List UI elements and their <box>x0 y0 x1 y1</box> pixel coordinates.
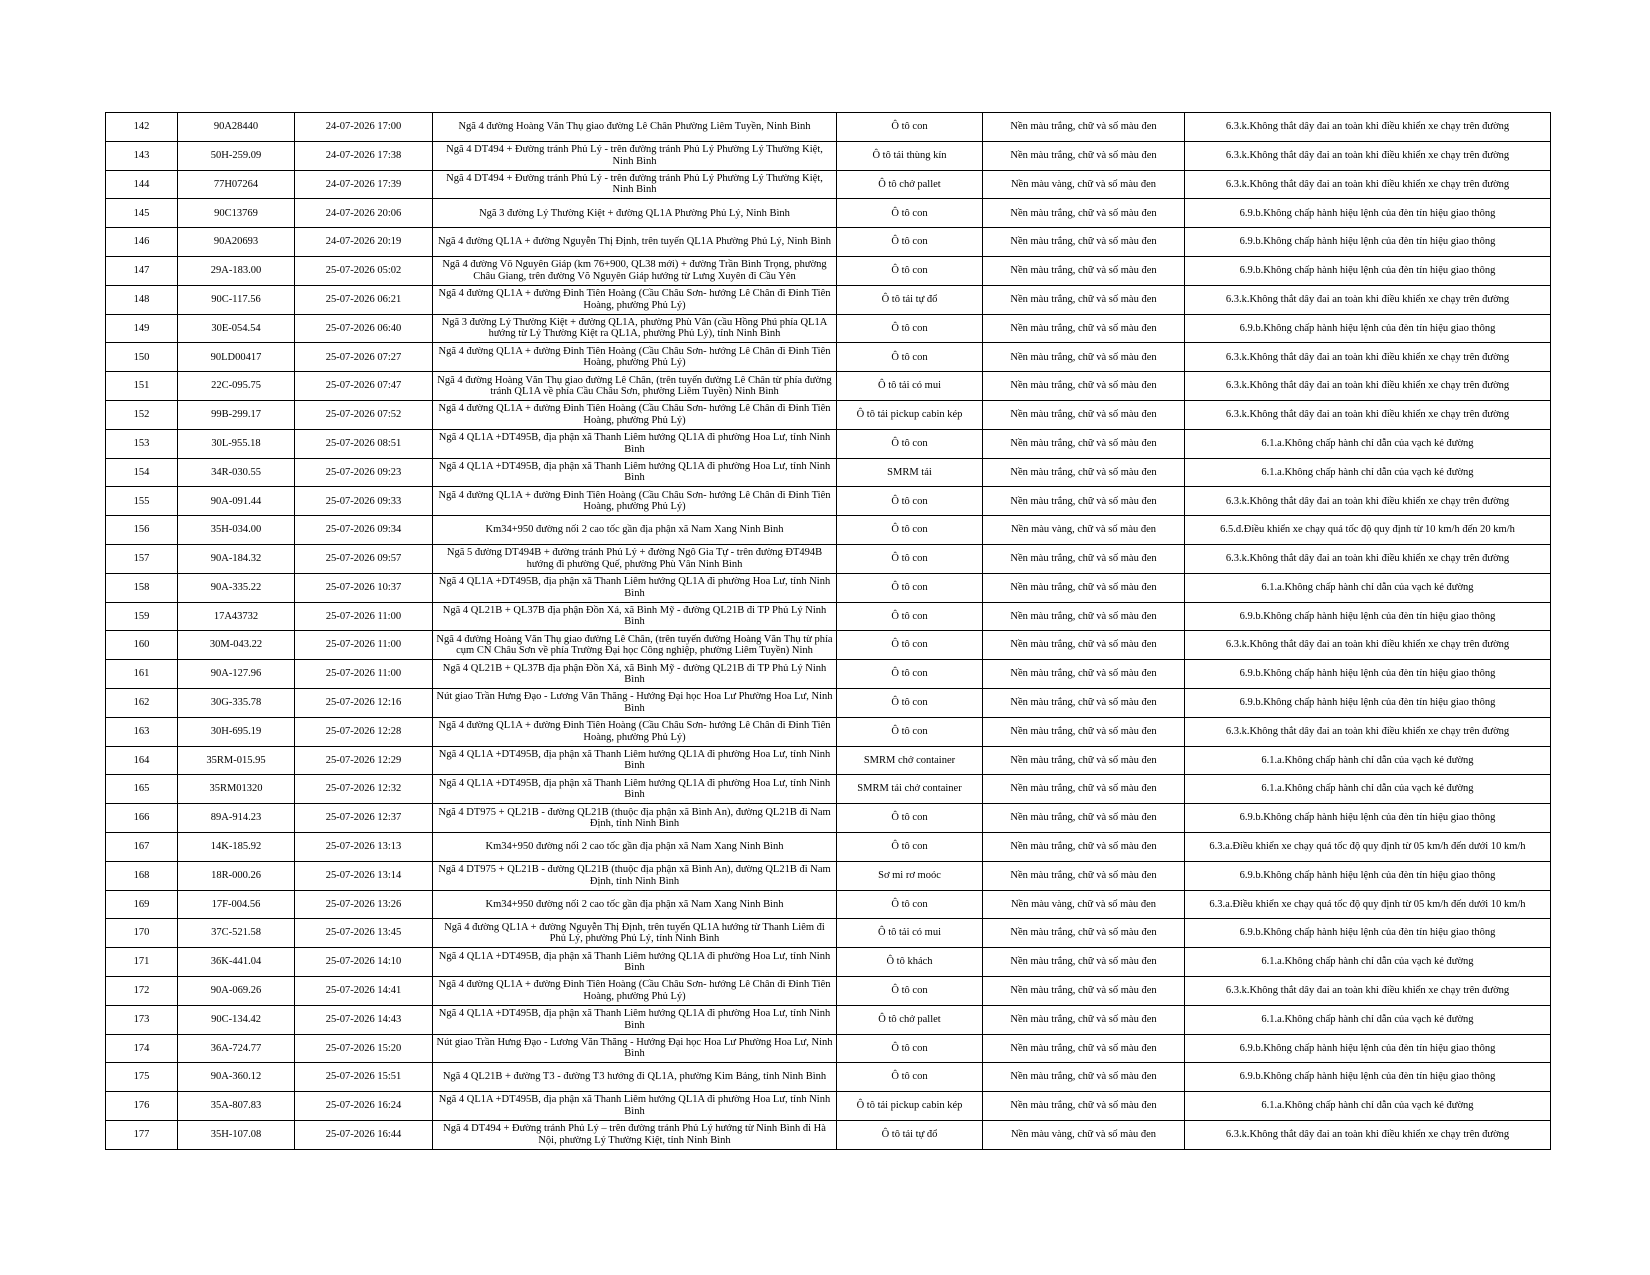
plate-number-cell: 36A-724.77 <box>178 1034 295 1063</box>
violation-cell: 6.3.a.Điều khiển xe chạy quá tốc độ quy định từ 05 km/h đến dưới 10 km/h <box>1185 832 1551 861</box>
vehicle-type-cell: Ô tô tải tự đổ <box>837 1120 983 1149</box>
table-row <box>106 602 1551 631</box>
plate-number-cell: 14K-185.92 <box>178 832 295 861</box>
vehicle-type-cell: SMRM tải chở container <box>837 775 983 804</box>
plate-color-cell: Nền màu trắng, chữ và số màu đen <box>983 631 1185 660</box>
datetime-cell: 24-07-2026 17:38 <box>295 141 433 170</box>
location-cell: Ngã 4 DT494 + Đường tránh Phủ Lý - trên đường tránh Phủ Lý Phường Lý Thường Kiệt, Ninh Bình <box>433 170 837 199</box>
vehicle-type-cell: Ô tô tải tự đổ <box>837 285 983 314</box>
violation-cell: 6.3.k.Không thắt dây đai an toàn khi điều khiển xe chạy trên đường <box>1185 1120 1551 1149</box>
datetime-cell: 25-07-2026 09:33 <box>295 487 433 516</box>
location-cell: Ngã 4 DT494 + Đường tránh Phủ Lý - trên đường tránh Phủ Lý Phường Lý Thường Kiệt, Ninh Bình <box>433 141 837 170</box>
row-number-cell: 161 <box>106 660 178 689</box>
vehicle-type-cell: Ô tô tải có mui <box>837 919 983 948</box>
table-row <box>106 890 1551 919</box>
row-number-cell: 177 <box>106 1120 178 1149</box>
datetime-cell: 25-07-2026 14:43 <box>295 1005 433 1034</box>
plate-number-cell: 35H-107.08 <box>178 1120 295 1149</box>
violations-table-body <box>106 113 1551 1150</box>
vehicle-type-cell: Ô tô con <box>837 199 983 228</box>
location-cell: Ngã 4 QL1A +DT495B, địa phận xã Thanh Liêm hướng QL1A đi phường Hoa Lư, tỉnh Ninh Bình <box>433 1005 837 1034</box>
datetime-cell: 25-07-2026 08:51 <box>295 429 433 458</box>
plate-color-cell: Nền màu trắng, chữ và số màu đen <box>983 602 1185 631</box>
datetime-cell: 25-07-2026 07:52 <box>295 400 433 429</box>
violation-cell: 6.9.b.Không chấp hành hiệu lệnh của đèn tín hiệu giao thông <box>1185 919 1551 948</box>
row-number-cell: 168 <box>106 861 178 890</box>
plate-color-cell: Nền màu trắng, chữ và số màu đen <box>983 256 1185 285</box>
datetime-cell: 25-07-2026 12:28 <box>295 717 433 746</box>
row-number-cell: 167 <box>106 832 178 861</box>
row-number-cell: 169 <box>106 890 178 919</box>
plate-number-cell: 36K-441.04 <box>178 948 295 977</box>
location-cell: Ngã 4 QL1A +DT495B, địa phận xã Thanh Liêm hướng QL1A đi phường Hoa Lư, tỉnh Ninh Bình <box>433 573 837 602</box>
datetime-cell: 25-07-2026 10:37 <box>295 573 433 602</box>
table-row <box>106 170 1551 199</box>
vehicle-type-cell: Ô tô tải thùng kín <box>837 141 983 170</box>
datetime-cell: 25-07-2026 09:57 <box>295 544 433 573</box>
plate-color-cell: Nền màu trắng, chữ và số màu đen <box>983 429 1185 458</box>
plate-number-cell: 90A-069.26 <box>178 976 295 1005</box>
violation-cell: 6.3.k.Không thắt dây đai an toàn khi điều khiển xe chạy trên đường <box>1185 343 1551 372</box>
table-row <box>106 746 1551 775</box>
violation-cell: 6.1.a.Không chấp hành chỉ dẫn của vạch kẻ đường <box>1185 1092 1551 1121</box>
row-number-cell: 157 <box>106 544 178 573</box>
violations-table <box>105 112 1551 1150</box>
vehicle-type-cell: Ô tô con <box>837 890 983 919</box>
plate-color-cell: Nền màu vàng, chữ và số màu đen <box>983 890 1185 919</box>
violation-cell: 6.9.b.Không chấp hành hiệu lệnh của đèn tín hiệu giao thông <box>1185 804 1551 833</box>
location-cell: Ngã 4 đường Hoàng Văn Thụ giao đường Lê Chân, (trên tuyến đường Lê Chân từ phía đường tránh QL1A về phía Cầu Châu Sơn, phường Liêm Tuyền) Ninh Bình <box>433 372 837 401</box>
table-row <box>106 372 1551 401</box>
location-cell: Ngã 4 QL1A +DT495B, địa phận xã Thanh Liêm hướng QL1A đi phường Hoa Lư, tỉnh Ninh Bình <box>433 775 837 804</box>
plate-number-cell: 35RM01320 <box>178 775 295 804</box>
table-row <box>106 861 1551 890</box>
location-cell: Ngã 3 đường Lý Thường Kiệt + đường QL1A Phường Phủ Lý, Ninh Bình <box>433 199 837 228</box>
location-cell: Ngã 4 QL1A +DT495B, địa phận xã Thanh Liêm hướng QL1A đi phường Hoa Lư, tỉnh Ninh Bình <box>433 746 837 775</box>
plate-number-cell: 18R-000.26 <box>178 861 295 890</box>
datetime-cell: 25-07-2026 14:10 <box>295 948 433 977</box>
row-number-cell: 162 <box>106 688 178 717</box>
location-cell: Ngã 4 đường Võ Nguyên Giáp (km 76+900, QL38 mới) + đường Trần Bình Trọng, phường Châu Giang, trên đường Võ Nguyên Giáp hướng từ Lưng Xuyên đi Cầu Yên <box>433 256 837 285</box>
location-cell: Ngã 4 đường QL1A + đường Đinh Tiên Hoàng (Cầu Châu Sơn- hướng Lê Chân đi Đinh Tiên Hoàng, phường Phủ Lý) <box>433 717 837 746</box>
vehicle-type-cell: Ô tô con <box>837 113 983 142</box>
datetime-cell: 25-07-2026 12:32 <box>295 775 433 804</box>
location-cell: Ngã 4 đường QL1A + đường Nguyễn Thị Định, trên tuyến QL1A hướng từ Thanh Liêm đi Phủ Lý, phường Phủ Lý, tỉnh Ninh Bình <box>433 919 837 948</box>
vehicle-type-cell: Ô tô chở pallet <box>837 1005 983 1034</box>
row-number-cell: 166 <box>106 804 178 833</box>
row-number-cell: 172 <box>106 976 178 1005</box>
vehicle-type-cell: Ô tô con <box>837 573 983 602</box>
violation-cell: 6.9.b.Không chấp hành hiệu lệnh của đèn tín hiệu giao thông <box>1185 314 1551 343</box>
datetime-cell: 25-07-2026 15:51 <box>295 1063 433 1092</box>
violation-cell: 6.9.b.Không chấp hành hiệu lệnh của đèn tín hiệu giao thông <box>1185 602 1551 631</box>
location-cell: Ngã 4 QL21B + QL37B địa phận Đồn Xá, xã Bình Mỹ - đường QL21B đi TP Phủ Lý Ninh Bình <box>433 602 837 631</box>
plate-number-cell: 90A-360.12 <box>178 1063 295 1092</box>
vehicle-type-cell: Ô tô con <box>837 631 983 660</box>
plate-color-cell: Nền màu trắng, chữ và số màu đen <box>983 228 1185 257</box>
plate-color-cell: Nền màu trắng, chữ và số màu đen <box>983 775 1185 804</box>
plate-number-cell: 30G-335.78 <box>178 688 295 717</box>
plate-number-cell: 37C-521.58 <box>178 919 295 948</box>
plate-color-cell: Nền màu trắng, chữ và số màu đen <box>983 544 1185 573</box>
table-row <box>106 1034 1551 1063</box>
table-row <box>106 400 1551 429</box>
violation-cell: 6.9.b.Không chấp hành hiệu lệnh của đèn tín hiệu giao thông <box>1185 199 1551 228</box>
vehicle-type-cell: SMRM chở container <box>837 746 983 775</box>
violation-cell: 6.3.a.Điều khiển xe chạy quá tốc độ quy định từ 05 km/h đến dưới 10 km/h <box>1185 890 1551 919</box>
datetime-cell: 25-07-2026 09:34 <box>295 516 433 545</box>
row-number-cell: 149 <box>106 314 178 343</box>
location-cell: Km34+950 đường nối 2 cao tốc gần địa phận xã Nam Xang Ninh Bình <box>433 890 837 919</box>
vehicle-type-cell: Ô tô con <box>837 832 983 861</box>
violation-cell: 6.3.k.Không thắt dây đai an toàn khi điều khiển xe chạy trên đường <box>1185 631 1551 660</box>
vehicle-type-cell: Ô tô tải có mui <box>837 372 983 401</box>
plate-color-cell: Nền màu trắng, chữ và số màu đen <box>983 861 1185 890</box>
violation-cell: 6.3.k.Không thắt dây đai an toàn khi điều khiển xe chạy trên đường <box>1185 544 1551 573</box>
plate-color-cell: Nền màu trắng, chữ và số màu đen <box>983 285 1185 314</box>
plate-color-cell: Nền màu trắng, chữ và số màu đen <box>983 573 1185 602</box>
location-cell: Ngã 4 đường QL1A + đường Đinh Tiên Hoàng (Cầu Châu Sơn- hướng Lê Chân đi Đinh Tiên Hoàng, phường Phủ Lý) <box>433 285 837 314</box>
table-row <box>106 1005 1551 1034</box>
table-row <box>106 228 1551 257</box>
table-row <box>106 516 1551 545</box>
plate-number-cell: 17F-004.56 <box>178 890 295 919</box>
row-number-cell: 173 <box>106 1005 178 1034</box>
table-row <box>106 688 1551 717</box>
table-row <box>106 199 1551 228</box>
row-number-cell: 160 <box>106 631 178 660</box>
table-row <box>106 631 1551 660</box>
plate-color-cell: Nền màu vàng, chữ và số màu đen <box>983 516 1185 545</box>
location-cell: Ngã 4 đường QL1A + đường Đinh Tiên Hoàng (Cầu Châu Sơn- hướng Lê Chân đi Đinh Tiên Hoàng, phường Phủ Lý) <box>433 343 837 372</box>
location-cell: Ngã 4 DT975 + QL21B - đường QL21B (thuộc địa phận xã Bình An), đường QL21B đi Nam Định, tỉnh Ninh Bình <box>433 804 837 833</box>
vehicle-type-cell: Ô tô tải pickup cabin kép <box>837 400 983 429</box>
vehicle-type-cell: SMRM tải <box>837 458 983 487</box>
plate-number-cell: 50H-259.09 <box>178 141 295 170</box>
plate-number-cell: 34R-030.55 <box>178 458 295 487</box>
table-row <box>106 544 1551 573</box>
vehicle-type-cell: Ô tô con <box>837 487 983 516</box>
datetime-cell: 25-07-2026 16:24 <box>295 1092 433 1121</box>
vehicle-type-cell: Ô tô con <box>837 602 983 631</box>
table-row <box>106 487 1551 516</box>
plate-color-cell: Nền màu trắng, chữ và số màu đen <box>983 919 1185 948</box>
vehicle-type-cell: Ô tô con <box>837 228 983 257</box>
plate-color-cell: Nền màu vàng, chữ và số màu đen <box>983 1120 1185 1149</box>
vehicle-type-cell: Ô tô con <box>837 717 983 746</box>
row-number-cell: 164 <box>106 746 178 775</box>
vehicle-type-cell: Ô tô con <box>837 688 983 717</box>
violation-cell: 6.3.k.Không thắt dây đai an toàn khi điều khiển xe chạy trên đường <box>1185 113 1551 142</box>
plate-color-cell: Nền màu trắng, chữ và số màu đen <box>983 832 1185 861</box>
row-number-cell: 150 <box>106 343 178 372</box>
location-cell: Km34+950 đường nối 2 cao tốc gần địa phận xã Nam Xang Ninh Bình <box>433 832 837 861</box>
plate-number-cell: 99B-299.17 <box>178 400 295 429</box>
row-number-cell: 176 <box>106 1092 178 1121</box>
row-number-cell: 151 <box>106 372 178 401</box>
plate-number-cell: 89A-914.23 <box>178 804 295 833</box>
violation-cell: 6.9.b.Không chấp hành hiệu lệnh của đèn tín hiệu giao thông <box>1185 660 1551 689</box>
datetime-cell: 25-07-2026 07:27 <box>295 343 433 372</box>
plate-number-cell: 90A-184.32 <box>178 544 295 573</box>
vehicle-type-cell: Ô tô chở pallet <box>837 170 983 199</box>
violation-cell: 6.1.a.Không chấp hành chỉ dẫn của vạch kẻ đường <box>1185 429 1551 458</box>
datetime-cell: 25-07-2026 12:37 <box>295 804 433 833</box>
plate-color-cell: Nền màu trắng, chữ và số màu đen <box>983 458 1185 487</box>
row-number-cell: 153 <box>106 429 178 458</box>
table-row <box>106 919 1551 948</box>
plate-color-cell: Nền màu trắng, chữ và số màu đen <box>983 141 1185 170</box>
plate-color-cell: Nền màu trắng, chữ và số màu đen <box>983 688 1185 717</box>
row-number-cell: 143 <box>106 141 178 170</box>
plate-number-cell: 90LD00417 <box>178 343 295 372</box>
vehicle-type-cell: Ô tô con <box>837 804 983 833</box>
plate-color-cell: Nền màu trắng, chữ và số màu đen <box>983 199 1185 228</box>
datetime-cell: 25-07-2026 11:00 <box>295 631 433 660</box>
vehicle-type-cell: Ô tô con <box>837 544 983 573</box>
table-row <box>106 429 1551 458</box>
location-cell: Ngã 4 QL1A +DT495B, địa phận xã Thanh Liêm hướng QL1A đi phường Hoa Lư, tỉnh Ninh Bình <box>433 429 837 458</box>
plate-color-cell: Nền màu trắng, chữ và số màu đen <box>983 1005 1185 1034</box>
row-number-cell: 144 <box>106 170 178 199</box>
plate-color-cell: Nền màu trắng, chữ và số màu đen <box>983 948 1185 977</box>
plate-number-cell: 30M-043.22 <box>178 631 295 660</box>
row-number-cell: 154 <box>106 458 178 487</box>
violation-cell: 6.1.a.Không chấp hành chỉ dẫn của vạch kẻ đường <box>1185 775 1551 804</box>
table-row <box>106 832 1551 861</box>
datetime-cell: 24-07-2026 17:39 <box>295 170 433 199</box>
violation-cell: 6.3.k.Không thắt dây đai an toàn khi điều khiển xe chạy trên đường <box>1185 372 1551 401</box>
row-number-cell: 156 <box>106 516 178 545</box>
violation-cell: 6.1.a.Không chấp hành chỉ dẫn của vạch kẻ đường <box>1185 1005 1551 1034</box>
datetime-cell: 25-07-2026 11:00 <box>295 660 433 689</box>
plate-color-cell: Nền màu trắng, chữ và số màu đen <box>983 717 1185 746</box>
violation-cell: 6.3.k.Không thắt dây đai an toàn khi điều khiển xe chạy trên đường <box>1185 717 1551 746</box>
violation-cell: 6.1.a.Không chấp hành chỉ dẫn của vạch kẻ đường <box>1185 746 1551 775</box>
violation-cell: 6.3.k.Không thắt dây đai an toàn khi điều khiển xe chạy trên đường <box>1185 285 1551 314</box>
plate-color-cell: Nền màu trắng, chữ và số màu đen <box>983 1063 1185 1092</box>
table-row <box>106 804 1551 833</box>
vehicle-type-cell: Ô tô con <box>837 1034 983 1063</box>
violation-cell: 6.3.k.Không thắt dây đai an toàn khi điều khiển xe chạy trên đường <box>1185 170 1551 199</box>
vehicle-type-cell: Ô tô con <box>837 976 983 1005</box>
vehicle-type-cell: Ô tô con <box>837 256 983 285</box>
location-cell: Ngã 4 QL1A +DT495B, địa phận xã Thanh Liêm hướng QL1A đi phường Hoa Lư, tỉnh Ninh Bình <box>433 948 837 977</box>
datetime-cell: 25-07-2026 11:00 <box>295 602 433 631</box>
datetime-cell: 25-07-2026 12:29 <box>295 746 433 775</box>
row-number-cell: 145 <box>106 199 178 228</box>
plate-number-cell: 30L-955.18 <box>178 429 295 458</box>
plate-color-cell: Nền màu trắng, chữ và số màu đen <box>983 1034 1185 1063</box>
location-cell: Ngã 4 QL21B + QL37B địa phận Đồn Xá, xã Bình Mỹ - đường QL21B đi TP Phủ Lý Ninh Bình <box>433 660 837 689</box>
plate-color-cell: Nền màu trắng, chữ và số màu đen <box>983 314 1185 343</box>
table-row <box>106 256 1551 285</box>
plate-number-cell: 90A28440 <box>178 113 295 142</box>
location-cell: Ngã 4 QL21B + đường T3 - đường T3 hướng đi QL1A, phường Kim Bảng, tỉnh Ninh Bình <box>433 1063 837 1092</box>
vehicle-type-cell: Ô tô con <box>837 1063 983 1092</box>
row-number-cell: 165 <box>106 775 178 804</box>
row-number-cell: 148 <box>106 285 178 314</box>
plate-number-cell: 35H-034.00 <box>178 516 295 545</box>
location-cell: Ngã 4 đường Hoàng Văn Thụ giao đường Lê Chân, (trên tuyến đường Hoàng Văn Thụ từ phía cụm CN Châu Sơn về phía Trường Đại học Công nghiệp, phường Liêm Tuyền) Ninh <box>433 631 837 660</box>
datetime-cell: 25-07-2026 12:16 <box>295 688 433 717</box>
row-number-cell: 175 <box>106 1063 178 1092</box>
vehicle-type-cell: Ô tô con <box>837 429 983 458</box>
row-number-cell: 155 <box>106 487 178 516</box>
datetime-cell: 25-07-2026 14:41 <box>295 976 433 1005</box>
location-cell: Ngã 4 DT975 + QL21B - đường QL21B (thuộc địa phận xã Bình An), đường QL21B đi Nam Định, tỉnh Ninh Bình <box>433 861 837 890</box>
plate-number-cell: 90A20693 <box>178 228 295 257</box>
row-number-cell: 170 <box>106 919 178 948</box>
plate-number-cell: 90C-134.42 <box>178 1005 295 1034</box>
location-cell: Ngã 4 đường QL1A + đường Đinh Tiên Hoàng (Cầu Châu Sơn- hướng Lê Chân đi Đinh Tiên Hoàng, phường Phủ Lý) <box>433 400 837 429</box>
violation-cell: 6.9.b.Không chấp hành hiệu lệnh của đèn tín hiệu giao thông <box>1185 228 1551 257</box>
datetime-cell: 25-07-2026 15:20 <box>295 1034 433 1063</box>
location-cell: Ngã 5 đường DT494B + đường tránh Phủ Lý + đường Ngô Gia Tự - trên đường ĐT494B hướng đi phường Quế, phường Phù Vân Ninh Bình <box>433 544 837 573</box>
plate-number-cell: 90A-091.44 <box>178 487 295 516</box>
table-row <box>106 976 1551 1005</box>
vehicle-type-cell: Ô tô con <box>837 343 983 372</box>
location-cell: Nút giao Trần Hưng Đạo - Lương Văn Thăng - Hướng Đại học Hoa Lư Phường Hoa Lư, Ninh Bình <box>433 1034 837 1063</box>
row-number-cell: 159 <box>106 602 178 631</box>
datetime-cell: 24-07-2026 17:00 <box>295 113 433 142</box>
violation-cell: 6.1.a.Không chấp hành chỉ dẫn của vạch kẻ đường <box>1185 458 1551 487</box>
datetime-cell: 25-07-2026 16:44 <box>295 1120 433 1149</box>
plate-number-cell: 90C13769 <box>178 199 295 228</box>
table-row <box>106 141 1551 170</box>
vehicle-type-cell: Ô tô tải pickup cabin kép <box>837 1092 983 1121</box>
plate-number-cell: 29A-183.00 <box>178 256 295 285</box>
plate-number-cell: 90A-127.96 <box>178 660 295 689</box>
plate-color-cell: Nền màu trắng, chữ và số màu đen <box>983 660 1185 689</box>
datetime-cell: 25-07-2026 09:23 <box>295 458 433 487</box>
datetime-cell: 25-07-2026 07:47 <box>295 372 433 401</box>
datetime-cell: 25-07-2026 13:26 <box>295 890 433 919</box>
violation-cell: 6.9.b.Không chấp hành hiệu lệnh của đèn tín hiệu giao thông <box>1185 1063 1551 1092</box>
location-cell: Ngã 4 đường Hoàng Văn Thụ giao đường Lê Chân Phường Liêm Tuyền, Ninh Bình <box>433 113 837 142</box>
plate-number-cell: 90C-117.56 <box>178 285 295 314</box>
table-row <box>106 775 1551 804</box>
plate-number-cell: 30E-054.54 <box>178 314 295 343</box>
table-row <box>106 285 1551 314</box>
plate-color-cell: Nền màu trắng, chữ và số màu đen <box>983 746 1185 775</box>
location-cell: Ngã 4 QL1A +DT495B, địa phận xã Thanh Liêm hướng QL1A đi phường Hoa Lư, tỉnh Ninh Bình <box>433 1092 837 1121</box>
table-row <box>106 573 1551 602</box>
location-cell: Nút giao Trần Hưng Đạo - Lương Văn Thăng - Hướng Đại học Hoa Lư Phường Hoa Lư, Ninh Bình <box>433 688 837 717</box>
plate-color-cell: Nền màu trắng, chữ và số màu đen <box>983 976 1185 1005</box>
violation-cell: 6.9.b.Không chấp hành hiệu lệnh của đèn tín hiệu giao thông <box>1185 688 1551 717</box>
violation-cell: 6.5.đ.Điều khiển xe chạy quá tốc độ quy định từ 10 km/h đến 20 km/h <box>1185 516 1551 545</box>
plate-color-cell: Nền màu trắng, chữ và số màu đen <box>983 372 1185 401</box>
datetime-cell: 25-07-2026 13:14 <box>295 861 433 890</box>
row-number-cell: 171 <box>106 948 178 977</box>
row-number-cell: 147 <box>106 256 178 285</box>
location-cell: Ngã 4 đường QL1A + đường Đinh Tiên Hoàng (Cầu Châu Sơn- hướng Lê Chân đi Đinh Tiên Hoàng, phường Phủ Lý) <box>433 976 837 1005</box>
plate-number-cell: 22C-095.75 <box>178 372 295 401</box>
row-number-cell: 152 <box>106 400 178 429</box>
location-cell: Ngã 3 đường Lý Thường Kiệt + đường QL1A, phường Phù Vân (cầu Hồng Phú phía QL1A hướng từ Lý Thường Kiệt ra QL1A, phường Phủ Lý), tỉnh Ninh Bình <box>433 314 837 343</box>
row-number-cell: 142 <box>106 113 178 142</box>
violation-cell: 6.3.k.Không thắt dây đai an toàn khi điều khiển xe chạy trên đường <box>1185 976 1551 1005</box>
plate-color-cell: Nền màu trắng, chữ và số màu đen <box>983 1092 1185 1121</box>
vehicle-type-cell: Ô tô con <box>837 660 983 689</box>
vehicle-type-cell: Ô tô con <box>837 314 983 343</box>
plate-color-cell: Nền màu trắng, chữ và số màu đen <box>983 804 1185 833</box>
plate-number-cell: 90A-335.22 <box>178 573 295 602</box>
violation-cell: 6.9.b.Không chấp hành hiệu lệnh của đèn tín hiệu giao thông <box>1185 861 1551 890</box>
plate-number-cell: 35RM-015.95 <box>178 746 295 775</box>
row-number-cell: 163 <box>106 717 178 746</box>
table-row <box>106 343 1551 372</box>
table-row <box>106 948 1551 977</box>
datetime-cell: 25-07-2026 13:13 <box>295 832 433 861</box>
plate-color-cell: Nền màu trắng, chữ và số màu đen <box>983 343 1185 372</box>
plate-number-cell: 35A-807.83 <box>178 1092 295 1121</box>
row-number-cell: 174 <box>106 1034 178 1063</box>
vehicle-type-cell: Sơ mi rơ moóc <box>837 861 983 890</box>
datetime-cell: 25-07-2026 06:40 <box>295 314 433 343</box>
datetime-cell: 25-07-2026 05:02 <box>295 256 433 285</box>
location-cell: Ngã 4 DT494 + Đường tránh Phủ Lý – trên đường tránh Phủ Lý hướng từ Ninh Bình đi Hà Nội, phường Lý Thường Kiệt, tỉnh Ninh Bình <box>433 1120 837 1149</box>
violation-cell: 6.9.b.Không chấp hành hiệu lệnh của đèn tín hiệu giao thông <box>1185 256 1551 285</box>
violation-cell: 6.3.k.Không thắt dây đai an toàn khi điều khiển xe chạy trên đường <box>1185 487 1551 516</box>
vehicle-type-cell: Ô tô khách <box>837 948 983 977</box>
table-row <box>106 660 1551 689</box>
violation-cell: 6.1.a.Không chấp hành chỉ dẫn của vạch kẻ đường <box>1185 573 1551 602</box>
row-number-cell: 158 <box>106 573 178 602</box>
table-row <box>106 1120 1551 1149</box>
plate-color-cell: Nền màu vàng, chữ và số màu đen <box>983 170 1185 199</box>
location-cell: Km34+950 đường nối 2 cao tốc gần địa phận xã Nam Xang Ninh Bình <box>433 516 837 545</box>
violation-cell: 6.1.a.Không chấp hành chỉ dẫn của vạch kẻ đường <box>1185 948 1551 977</box>
row-number-cell: 146 <box>106 228 178 257</box>
table-row <box>106 458 1551 487</box>
violation-cell: 6.3.k.Không thắt dây đai an toàn khi điều khiển xe chạy trên đường <box>1185 400 1551 429</box>
violation-cell: 6.3.k.Không thắt dây đai an toàn khi điều khiển xe chạy trên đường <box>1185 141 1551 170</box>
datetime-cell: 24-07-2026 20:19 <box>295 228 433 257</box>
plate-number-cell: 17A43732 <box>178 602 295 631</box>
plate-color-cell: Nền màu trắng, chữ và số màu đen <box>983 487 1185 516</box>
location-cell: Ngã 4 đường QL1A + đường Nguyễn Thị Định, trên tuyến QL1A Phường Phủ Lý, Ninh Bình <box>433 228 837 257</box>
vehicle-type-cell: Ô tô con <box>837 516 983 545</box>
plate-color-cell: Nền màu trắng, chữ và số màu đen <box>983 400 1185 429</box>
table-row <box>106 1092 1551 1121</box>
table-row <box>106 717 1551 746</box>
plate-number-cell: 77H07264 <box>178 170 295 199</box>
datetime-cell: 24-07-2026 20:06 <box>295 199 433 228</box>
plate-number-cell: 30H-695.19 <box>178 717 295 746</box>
datetime-cell: 25-07-2026 13:45 <box>295 919 433 948</box>
table-row <box>106 113 1551 142</box>
location-cell: Ngã 4 QL1A +DT495B, địa phận xã Thanh Liêm hướng QL1A đi phường Hoa Lư, tỉnh Ninh Bình <box>433 458 837 487</box>
table-row <box>106 314 1551 343</box>
table-row <box>106 1063 1551 1092</box>
location-cell: Ngã 4 đường QL1A + đường Đinh Tiên Hoàng (Cầu Châu Sơn- hướng Lê Chân đi Đinh Tiên Hoàng, phường Phủ Lý) <box>433 487 837 516</box>
datetime-cell: 25-07-2026 06:21 <box>295 285 433 314</box>
plate-color-cell: Nền màu trắng, chữ và số màu đen <box>983 113 1185 142</box>
violation-cell: 6.9.b.Không chấp hành hiệu lệnh của đèn tín hiệu giao thông <box>1185 1034 1551 1063</box>
